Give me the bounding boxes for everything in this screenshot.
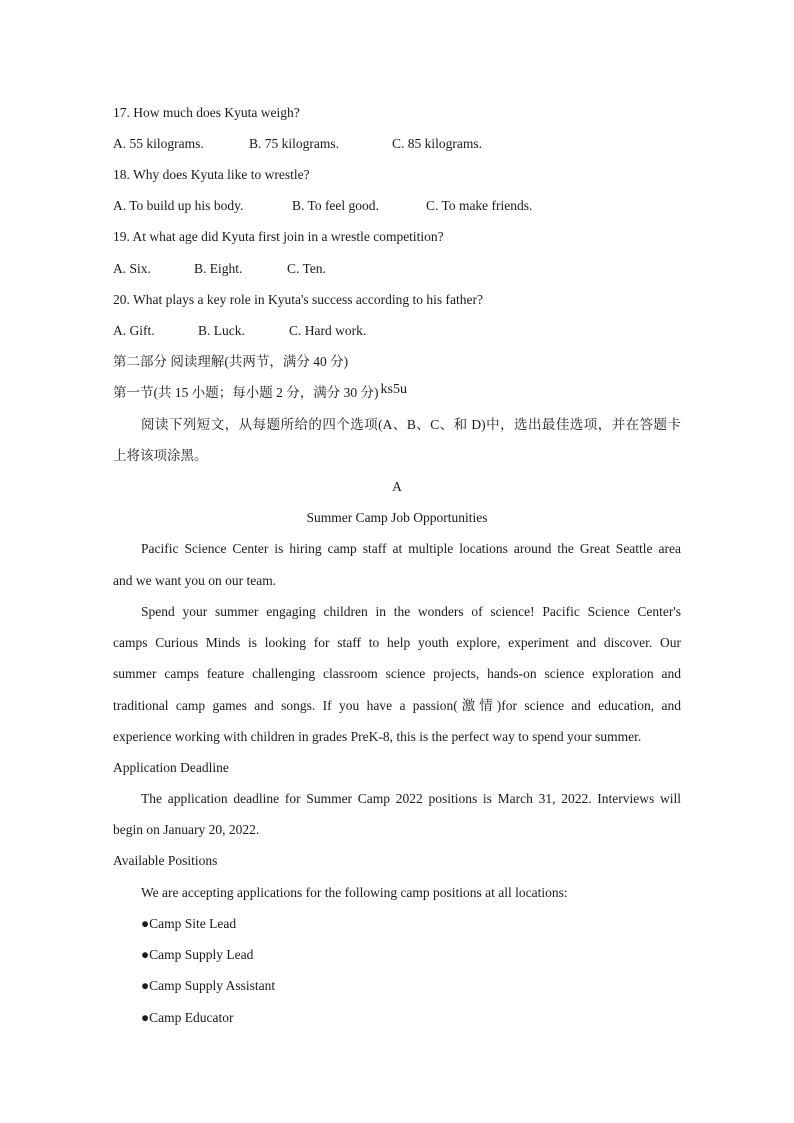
bullet-icon: ● — [141, 1010, 150, 1025]
watermark-text: ks5u — [380, 382, 407, 397]
paragraph-1-line-1: Pacific Science Center is hiring camp staff at multiple locations around the Great Seattle area — [141, 541, 681, 556]
option-b: B. 75 kilograms. — [249, 136, 339, 151]
option-a: A. Six. — [113, 261, 151, 276]
option-b: B. Luck. — [198, 323, 245, 338]
question-17: 17. How much does Kyuta weigh? — [113, 105, 300, 120]
bullet-icon: ● — [141, 916, 150, 931]
option-a: A. Gift. — [113, 323, 155, 338]
position-label: Camp Educator — [149, 1010, 234, 1025]
question-19-options — [113, 260, 326, 278]
paragraph-2-line-4: traditional camp games and songs. If you have a passion(激情)for science and education, and — [113, 698, 681, 713]
part-title: 第二部分 阅读理解(共两节，满分 40 分) — [113, 354, 349, 369]
question-20: 20. What plays a key role in Kyuta's success according to his father? — [113, 292, 483, 307]
option-c: C. Ten. — [287, 261, 326, 276]
option-c: C. Hard work. — [289, 323, 367, 338]
paragraph-1-line-2: and we want you on our team. — [113, 573, 277, 588]
option-a: A. To build up his body. — [113, 198, 244, 213]
position-label: Camp Supply Assistant — [149, 978, 276, 993]
question-18-options — [113, 197, 532, 215]
subtitle-text: 第一节(共 15 小题；每小题 2 分，满分 30 分) — [113, 385, 379, 400]
heading-application-deadline: Application Deadline — [113, 760, 229, 775]
passage-letter: A — [392, 479, 402, 494]
heading-available-positions: Available Positions — [113, 853, 218, 868]
position-label: Camp Supply Lead — [149, 947, 254, 962]
question-17-options — [113, 135, 482, 153]
paragraph-2-line-2: camps Curious Minds is looking for staff to help youth explore, experiment and discover. Our — [113, 635, 681, 650]
question-18: 18. Why does Kyuta like to wrestle? — [113, 167, 310, 182]
list-item — [141, 977, 275, 995]
paragraph-2-line-5: experience working with children in grades PreK-8, this is the perfect way to spend your summer. — [113, 729, 642, 744]
paragraph-4: We are accepting applications for the following camp positions at all locations: — [141, 885, 568, 900]
option-b: B. To feel good. — [292, 198, 379, 213]
paragraph-3-line-1: The application deadline for Summer Camp 2022 positions is March 31, 2022. Interviews will — [141, 791, 681, 806]
position-label: Camp Site Lead — [149, 916, 237, 931]
paragraph-2-line-1: Spend your summer engaging children in the wonders of science! Pacific Science Center's — [141, 604, 681, 619]
option-c: C. To make friends. — [426, 198, 533, 213]
list-item — [141, 1009, 234, 1027]
option-c: C. 85 kilograms. — [392, 136, 482, 151]
question-20-options — [113, 322, 366, 340]
instruction-line-2: 上将该项涂黑。 — [113, 448, 208, 463]
paragraph-3-line-2: begin on January 20, 2022. — [113, 822, 260, 837]
list-item — [141, 946, 253, 964]
option-b: B. Eight. — [194, 261, 243, 276]
passage-title: Summer Camp Job Opportunities — [306, 510, 488, 525]
section-subtitle — [113, 384, 407, 403]
question-19: 19. At what age did Kyuta first join in a wrestle competition? — [113, 229, 444, 244]
option-a: A. 55 kilograms. — [113, 136, 204, 151]
instruction-line-1: 阅读下列短文，从每题所给的四个选项(A、B、C、和 D)中，选出最佳选项，并在答题卡 — [141, 417, 681, 432]
bullet-icon: ● — [141, 978, 150, 993]
list-item — [141, 915, 236, 933]
bullet-icon: ● — [141, 947, 150, 962]
paragraph-2-line-3: summer camps feature challenging classroom science projects, hands-on science exploration and — [113, 666, 681, 681]
